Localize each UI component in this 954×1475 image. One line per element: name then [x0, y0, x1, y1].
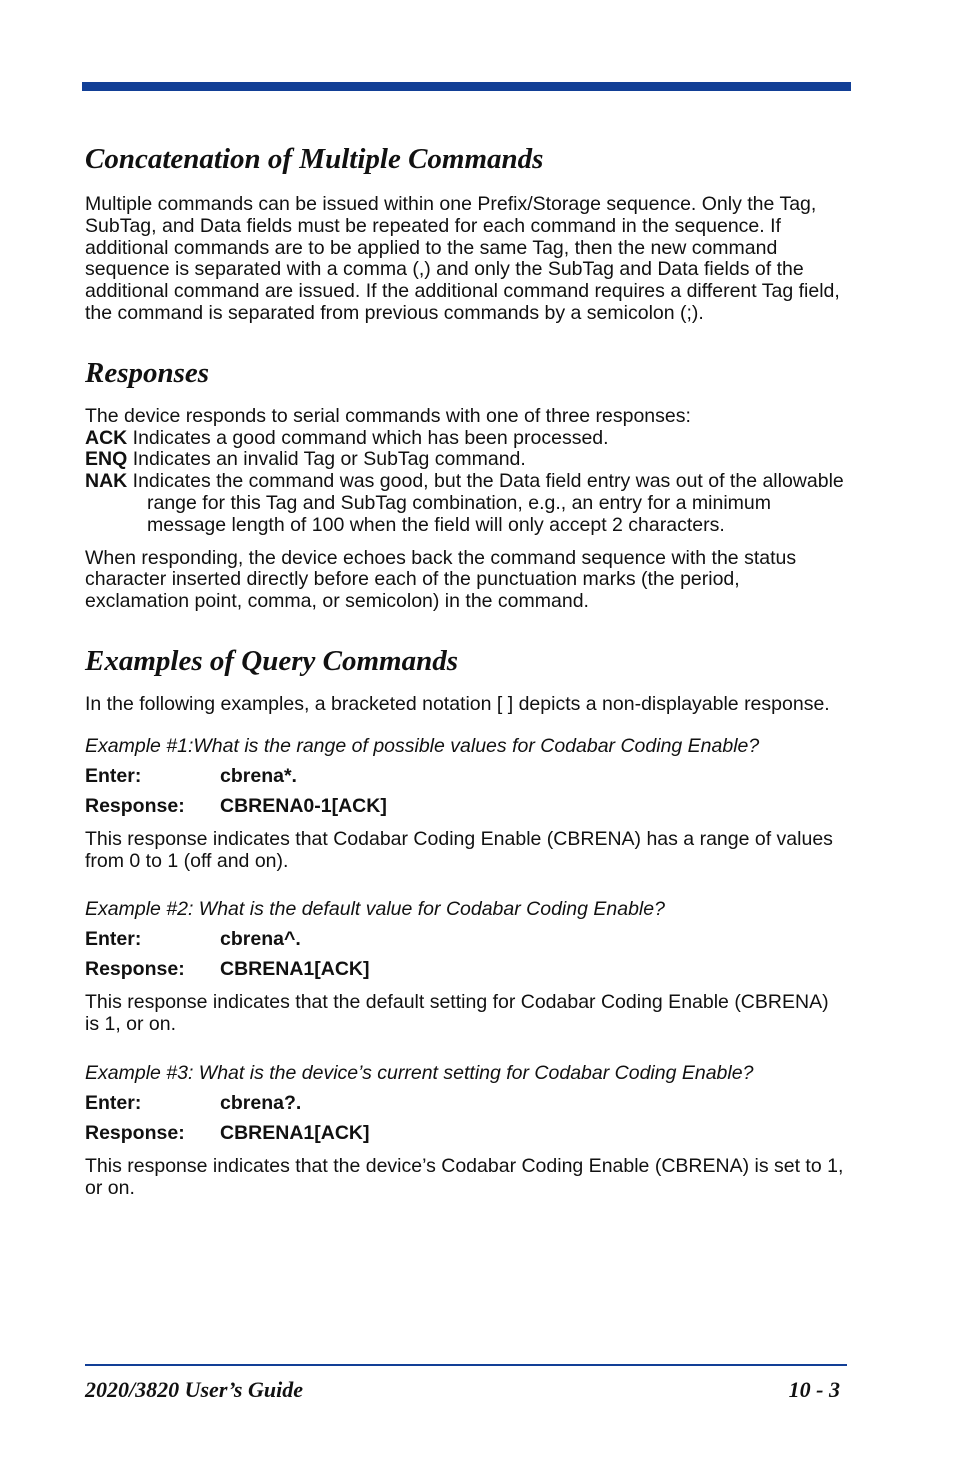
- response-label: Response:: [85, 794, 185, 817]
- footer-title: 2020/3820 User’s Guide: [85, 1377, 303, 1402]
- response-code: NAK: [85, 470, 128, 493]
- example-question: Example #1:What is the range of possible values for Codabar Coding Enable?: [85, 734, 760, 757]
- enter-label: Enter:: [85, 1091, 142, 1114]
- examples-section: [85, 642, 845, 1200]
- responses-intro: The device responds to serial commands with one of three responses:: [85, 404, 691, 427]
- response-value: CBRENA0-1[ACK]: [220, 794, 387, 817]
- enter-command: cbrena*.: [220, 764, 297, 787]
- concatenation-body: Multiple commands can be issued within one Prefix/Storage sequence. Only the Tag, SubTag, and Data fields must be repeated for each command in the sequence. If additional commands are to be applied to the same Tag, then the new command sequence is separated with a comma (,) and only the SubTag and Data fields of the additional command are issued. If the additional command requires a different Tag field, the command is separated from previous commands by a semicolon (;).: [85, 193, 840, 324]
- header-rule: [82, 82, 851, 91]
- examples-intro: In the following examples, a bracketed notation [ ] depicts a non-displayable response.: [85, 692, 830, 715]
- response-label: Response:: [85, 1121, 185, 1144]
- section-title-concatenation: Concatenation of Multiple Commands: [85, 143, 544, 175]
- response-item-nak: [85, 471, 845, 536]
- example-2: [85, 898, 845, 1036]
- enter-label: Enter:: [85, 928, 142, 951]
- enter-command: cbrena?.: [220, 1091, 302, 1114]
- response-row: [85, 1122, 845, 1144]
- response-code: ENQ: [85, 448, 128, 471]
- response-row: [85, 958, 845, 980]
- example-question: Example #3: What is the device’s current setting for Codabar Coding Enable?: [85, 1061, 754, 1084]
- response-code: ACK: [85, 426, 128, 449]
- response-label: Response:: [85, 958, 185, 981]
- response-row: [85, 795, 845, 817]
- example-1: [85, 735, 845, 873]
- example-question: Example #2: What is the default value for Codabar Coding Enable?: [85, 898, 665, 921]
- response-value: CBRENA1[ACK]: [220, 1121, 370, 1144]
- responses-outro: When responding, the device echoes back the command sequence with the status character inserted directly before each of the punctuation marks (the period, exclamation point, comma, or semicolon) in the command.: [85, 546, 797, 613]
- response-value: CBRENA1[ACK]: [220, 958, 370, 981]
- response-item-ack: [85, 428, 845, 450]
- response-text: Indicates a good command which has been processed.: [132, 426, 609, 449]
- page-footer: [85, 1376, 840, 1404]
- response-item-enq: [85, 449, 845, 471]
- example-explanation: This response indicates that Codabar Coding Enable (CBRENA) has a range of values from 0 to 1 (off and on).: [85, 827, 833, 872]
- example-explanation: This response indicates that the device’s Codabar Coding Enable (CBRENA) is set to 1, or on.: [85, 1154, 844, 1199]
- footer-rule: [85, 1364, 847, 1366]
- section-title-responses: Responses: [85, 356, 210, 389]
- enter-row: [85, 928, 845, 950]
- enter-row: [85, 765, 845, 787]
- enter-command: cbrena^.: [220, 928, 301, 951]
- example-explanation: This response indicates that the default setting for Codabar Coding Enable (CBRENA) is 1, or on.: [85, 991, 829, 1036]
- response-text: Indicates the command was good, but the Data field entry was out of the allowable range for this Tag and SubTag combination, e.g., an entry for a minimum message length of 100 when the field will only accept 2 characters.: [132, 470, 844, 536]
- enter-label: Enter:: [85, 764, 142, 787]
- page-number: 10 - 3: [788, 1377, 840, 1402]
- enter-row: [85, 1092, 845, 1114]
- page-content: [85, 140, 845, 1200]
- responses-section: [85, 354, 845, 613]
- section-title-examples: Examples of Query Commands: [85, 644, 458, 677]
- example-3: [85, 1062, 845, 1200]
- response-text: Indicates an invalid Tag or SubTag command.: [132, 448, 526, 471]
